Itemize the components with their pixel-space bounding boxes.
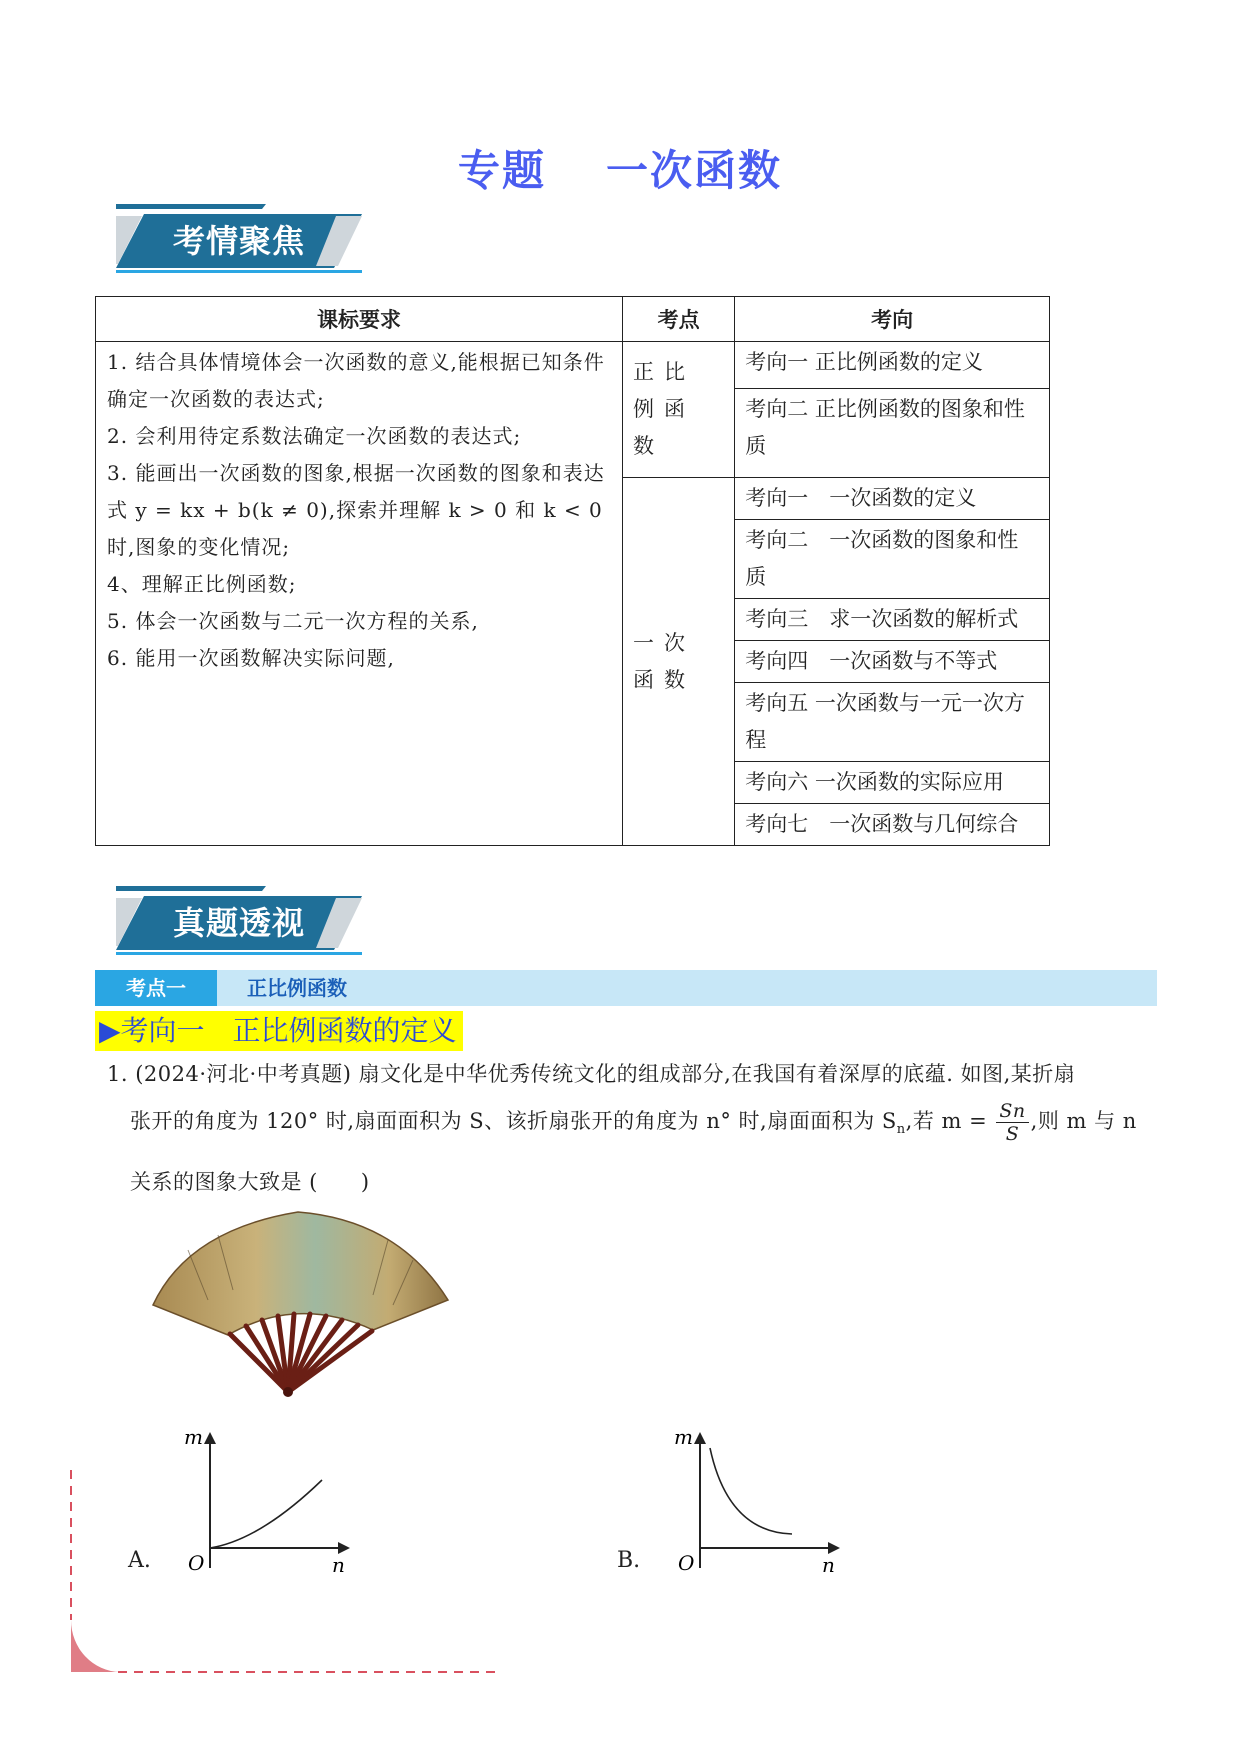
requirement-item: 3. 能画出一次函数的图象,根据一次函数的图象和表达式 y = kx + b(k ≠ 0),探索并理解 k > 0 和 k < 0 时,图象的变化情况; xyxy=(107,461,605,559)
requirement-item: 4、理解正比例函数; xyxy=(107,572,297,596)
page-number: 1 xyxy=(93,1640,107,1664)
requirement-item: 1. 结合具体情境体会一次函数的意义,能根据已知条件确定一次函数的表达式; xyxy=(107,350,605,411)
title-topic: 专题 xyxy=(457,146,546,195)
point-linear: 一次函数 xyxy=(622,478,734,846)
section-tag: 考点一 xyxy=(95,970,217,1006)
question-line-1: 1. (2024·河北·中考真题) 扇文化是中华优秀传统文化的组成部分,在我国有着深厚的底蕴. 如图,某折扇 xyxy=(107,1062,1076,1086)
direction-heading: ▶考向一 正比例函数的定义 xyxy=(95,1011,463,1051)
direction-cell: 考向二 正比例函数的图象和性质 xyxy=(735,389,1050,478)
question-subscript: n xyxy=(896,1122,906,1138)
direction-cell: 考向一 正比例函数的定义 xyxy=(735,342,1050,389)
question-line-3: 关系的图象大致是 ( ) xyxy=(130,1170,370,1194)
origin-label: O xyxy=(188,1551,205,1575)
question-text: ,若 m = xyxy=(905,1109,988,1133)
table-header-row xyxy=(96,297,1050,342)
question-text: 张开的角度为 120° 时,扇面面积为 S、该折扇张开的角度为 n° 时,扇面面积为 S xyxy=(130,1109,897,1133)
fraction-denominator: S xyxy=(1005,1123,1020,1145)
question-line-2 xyxy=(130,1100,1137,1145)
point-proportional: 正比例函数 xyxy=(622,342,734,478)
x-axis-label: n xyxy=(332,1553,345,1577)
direction-cell: 考向五 一次函数与一元一次方程 xyxy=(735,683,1050,762)
requirement-item: 5. 体会一次函数与二元一次方程的关系, xyxy=(107,609,479,633)
origin-label: O xyxy=(678,1551,695,1575)
graph-option-b xyxy=(670,1420,850,1580)
option-b-label: B. xyxy=(617,1548,641,1573)
header-point: 考点 xyxy=(622,297,734,342)
direction-cell: 考向三 求一次函数的解析式 xyxy=(735,599,1050,641)
option-a-label: A. xyxy=(128,1548,151,1573)
fraction-numerator: Sn xyxy=(996,1100,1028,1123)
folding-fan-image xyxy=(148,1210,458,1400)
requirements-cell xyxy=(96,342,623,846)
requirements-table xyxy=(95,296,1050,846)
direction-cell: 考向四 一次函数与不等式 xyxy=(735,641,1050,683)
direction-cell: 考向一 一次函数的定义 xyxy=(735,478,1050,520)
banner-exam xyxy=(116,886,362,960)
requirement-item: 2. 会利用待定系数法确定一次函数的表达式; xyxy=(107,424,522,448)
arrow-up-icon xyxy=(694,1432,706,1444)
title-subject: 一次函数 xyxy=(606,146,783,195)
header-standard: 课标要求 xyxy=(96,297,623,342)
direction-cell: 考向七 一次函数与几何综合 xyxy=(735,804,1050,846)
header-direction: 考向 xyxy=(735,297,1050,342)
arrow-up-icon xyxy=(204,1432,216,1444)
direction-cell: 考向六 一次函数的实际应用 xyxy=(735,762,1050,804)
fraction xyxy=(996,1100,1028,1145)
page-corner-decoration xyxy=(0,1470,500,1690)
direction-cell: 考向二 一次函数的图象和性质 xyxy=(735,520,1050,599)
banner-focus xyxy=(116,204,362,278)
section-name: 正比例函数 xyxy=(247,976,347,1000)
requirement-item: 6. 能用一次函数解决实际问题, xyxy=(107,646,395,670)
y-axis-label: m xyxy=(184,1425,203,1449)
question-text: ,则 m 与 n xyxy=(1030,1109,1137,1133)
table-row xyxy=(96,342,1050,389)
y-axis-label: m xyxy=(674,1425,693,1449)
x-axis-label: n xyxy=(822,1553,835,1577)
banner-focus-label: 考情聚焦 xyxy=(172,222,305,260)
curve-decreasing xyxy=(710,1448,792,1534)
banner-exam-label: 真题透视 xyxy=(172,904,305,942)
page-title xyxy=(0,138,1240,198)
